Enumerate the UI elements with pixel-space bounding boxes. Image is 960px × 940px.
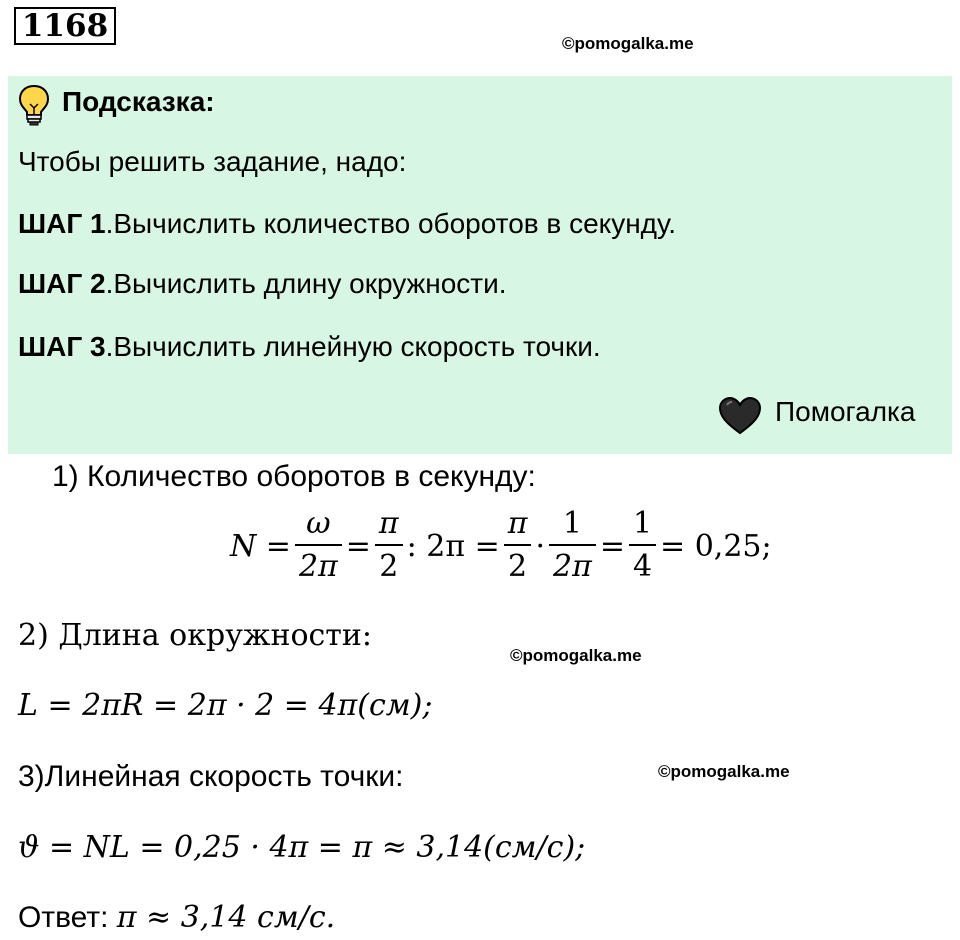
step3-heading: 3)Линейная скорость точки: [18,760,404,793]
fraction [549,504,596,588]
hint-step-3 [18,331,601,363]
formula-circumference: L = 2πR = 2π · 2 = 4π(см); [18,688,433,723]
denominator: 2π [298,549,338,584]
hint-title: Подсказка: [62,86,215,117]
watermark: ©pomogalka.me [658,762,790,781]
step1-heading: 1) Количество оборотов в секунду: [52,460,536,493]
denominator: 2 [508,549,528,584]
numerator: π [504,504,532,546]
brand-name: Помогалка [775,396,916,427]
step-label: ШАГ 1 [18,208,106,239]
watermark: ©pomogalka.me [510,646,642,665]
answer-label: Ответ: [18,901,109,934]
numerator: 1 [629,504,656,546]
numerator: π [375,504,403,546]
colon-part: : 2π = [406,528,500,564]
step-label: ШАГ 2 [18,268,106,299]
denominator: 4 [632,549,653,584]
denominator: 2π [553,549,592,584]
hint-step-2 [18,268,507,300]
step-text: .Вычислить линейную скорость точки. [105,331,601,362]
numerator: 1 [549,504,596,546]
equals: = [599,528,625,564]
heart-icon [718,396,762,436]
step2-heading: 2) Длина окружности: [18,618,373,653]
fraction [295,504,342,588]
formula-result: = 0,25; [660,528,772,564]
watermark: ©pomogalka.me [562,34,694,53]
step-text: .Вычислить количество оборотов в секунду. [105,208,676,239]
step-label: ШАГ 3 [18,331,106,362]
fraction [375,504,403,588]
hint-step-1 [18,208,676,240]
dot: · [535,528,545,564]
formula-revolutions [230,504,772,588]
equals: = [345,528,371,564]
denominator: 2 [379,549,399,584]
answer [18,900,335,935]
fraction [504,504,532,588]
answer-value: π ≈ 3,14 см/с. [116,900,336,935]
lightbulb-icon [18,84,50,126]
task-number: 1168 [14,7,116,45]
fraction [629,504,656,588]
formula-lhs: N = [230,528,291,564]
numerator: ω [295,504,342,546]
formula-velocity: ϑ = NL = 0,25 · 4π = π ≈ 3,14(см/с); [18,830,586,865]
hint-intro: Чтобы решить задание, надо: [18,146,407,177]
step-text: .Вычислить длину окружности. [105,268,507,299]
